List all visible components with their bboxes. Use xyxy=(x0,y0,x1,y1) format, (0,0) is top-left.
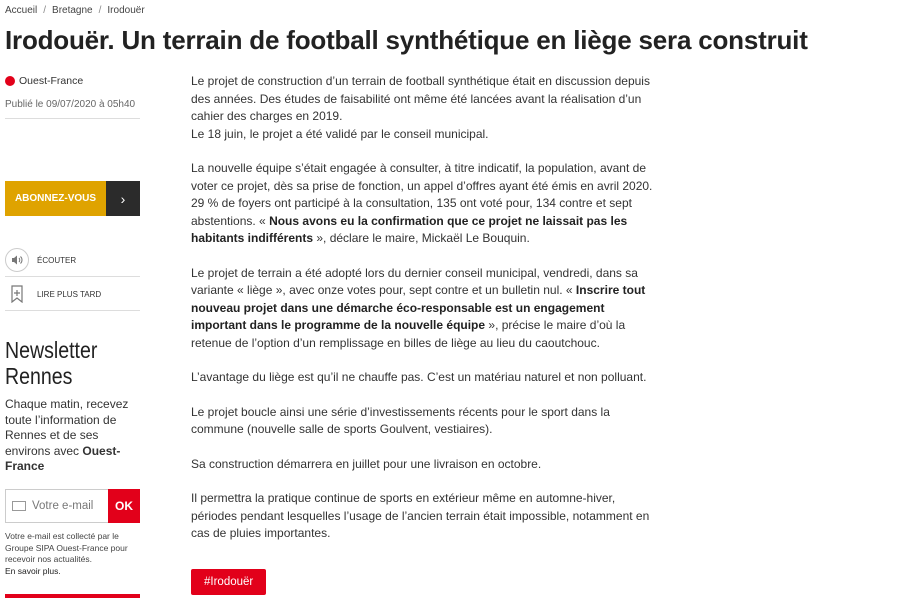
breadcrumb-home[interactable]: Accueil xyxy=(5,5,38,16)
newsletter-bottom-bar xyxy=(5,594,140,598)
paragraph xyxy=(191,73,656,143)
breadcrumb-city[interactable]: Irodouër xyxy=(107,5,145,16)
subscribe-button[interactable] xyxy=(5,181,140,216)
newsletter-box xyxy=(5,337,140,576)
newsletter-form xyxy=(5,489,140,523)
listen-label: ÉCOUTER xyxy=(37,255,77,265)
newsletter-brand: Ouest-France xyxy=(5,443,121,473)
email-placeholder: Votre e-mail xyxy=(32,500,94,512)
paragraph-text: La nouvelle équipe s’était engagée à consulter, à titre indicatif, la population, avant de voter ce projet, dès sa prise de fonction, un appel d’offres ayant été émis en avril 2020. 29 % de foyers ont participé à la consultation, 135 ont voté pour, 134 contre et sept abstentions. « xyxy=(191,161,653,228)
newsletter-ok-button[interactable]: OK xyxy=(108,489,140,523)
bookmark-icon xyxy=(5,282,29,306)
newsletter-description xyxy=(5,397,140,475)
tag-irodouer[interactable]: #Irodouër xyxy=(191,569,266,595)
paragraph: L’avantage du liège est qu’il ne chauffe pas. C’est un matériau naturel et non polluant. xyxy=(191,370,647,384)
ouest-france-logo-icon xyxy=(5,76,15,86)
read-later-button[interactable] xyxy=(5,282,101,306)
paragraph xyxy=(191,265,656,353)
breadcrumb-separator: / xyxy=(98,5,102,16)
newsletter-title-line1: Newsletter xyxy=(5,337,98,363)
listen-button[interactable] xyxy=(5,248,76,272)
mail-icon xyxy=(12,501,26,511)
paragraph-text: », déclare le maire, Mickaël Le Bouquin. xyxy=(313,231,530,245)
paragraph-text: Le 18 juin, le projet a été validé par le conseil municipal. xyxy=(191,126,489,141)
source-name[interactable]: Ouest-France xyxy=(19,75,84,87)
divider xyxy=(5,276,140,277)
breadcrumb-separator: / xyxy=(43,5,47,16)
quote: Inscrire tout nouveau projet dans une démarche éco-responsable est un engagement important dans le programme de la nouvelle équipe xyxy=(191,283,646,332)
paragraph: Il permettra la pratique continue de sports en extérieur même en automne-hiver, périodes pendant lesquelles l’usage de l’ancien terrain était impossible, notamment en cas de pluies importantes. xyxy=(191,491,650,540)
subscribe-label: ABONNEZ-VOUS xyxy=(5,181,106,216)
newsletter-text: Chaque matin, recevez toute l’information de Rennes et de ses environs avec xyxy=(5,397,129,458)
newsletter-note xyxy=(5,531,140,577)
newsletter-note-text: Votre e-mail est collecté par le Groupe SIPA Ouest-France pour recevoir nos actualités. xyxy=(5,531,128,564)
page-title: Irodouër. Un terrain de football synthétique en liège sera construit xyxy=(5,25,808,55)
article-body xyxy=(191,73,656,560)
chevron-right-icon: › xyxy=(106,181,140,216)
newsletter-title-line2: Rennes xyxy=(5,363,73,389)
paragraph-text: Le projet de construction d’un terrain de football synthétique était en discussion depuis des années. Des études de faisabilité ont même été lancées avant la réalisation d’un cahier des charges en 2019. xyxy=(191,74,650,123)
paragraph-text: Le projet de terrain a été adopté lors du dernier conseil municipal, vendredi, dans sa variante « liège », avec onze votes pour, sept contre et un bulletin nul. « xyxy=(191,265,638,297)
breadcrumb xyxy=(5,5,145,16)
paragraph: Sa construction démarrera en juillet pour une livraison en octobre. xyxy=(191,456,542,471)
source xyxy=(5,75,140,87)
email-field[interactable] xyxy=(5,489,108,523)
publish-date: Publié le 09/07/2020 à 05h40 xyxy=(5,99,140,119)
speaker-icon xyxy=(5,248,29,272)
paragraph-text: », précise le maire d’où la retenue de l’option d’un remplissage en billes de liège au lieu du caoutchouc. xyxy=(191,318,626,350)
paragraph xyxy=(191,160,656,248)
read-later-label: LIRE PLUS TARD xyxy=(37,289,102,299)
breadcrumb-region[interactable]: Bretagne xyxy=(52,5,93,16)
article-meta xyxy=(5,75,140,119)
divider xyxy=(5,310,140,311)
paragraph: Le projet boucle ainsi une série d’investissements récents pour le sport dans la commune (nouvelle salle de sports Goulvent, vestiaires). xyxy=(191,404,610,436)
quote: Nous avons eu la confirmation que ce projet ne laissait pas les habitants indifférents xyxy=(191,213,628,245)
learn-more-link[interactable]: En savoir plus. xyxy=(5,565,61,576)
newsletter-title xyxy=(5,337,120,389)
